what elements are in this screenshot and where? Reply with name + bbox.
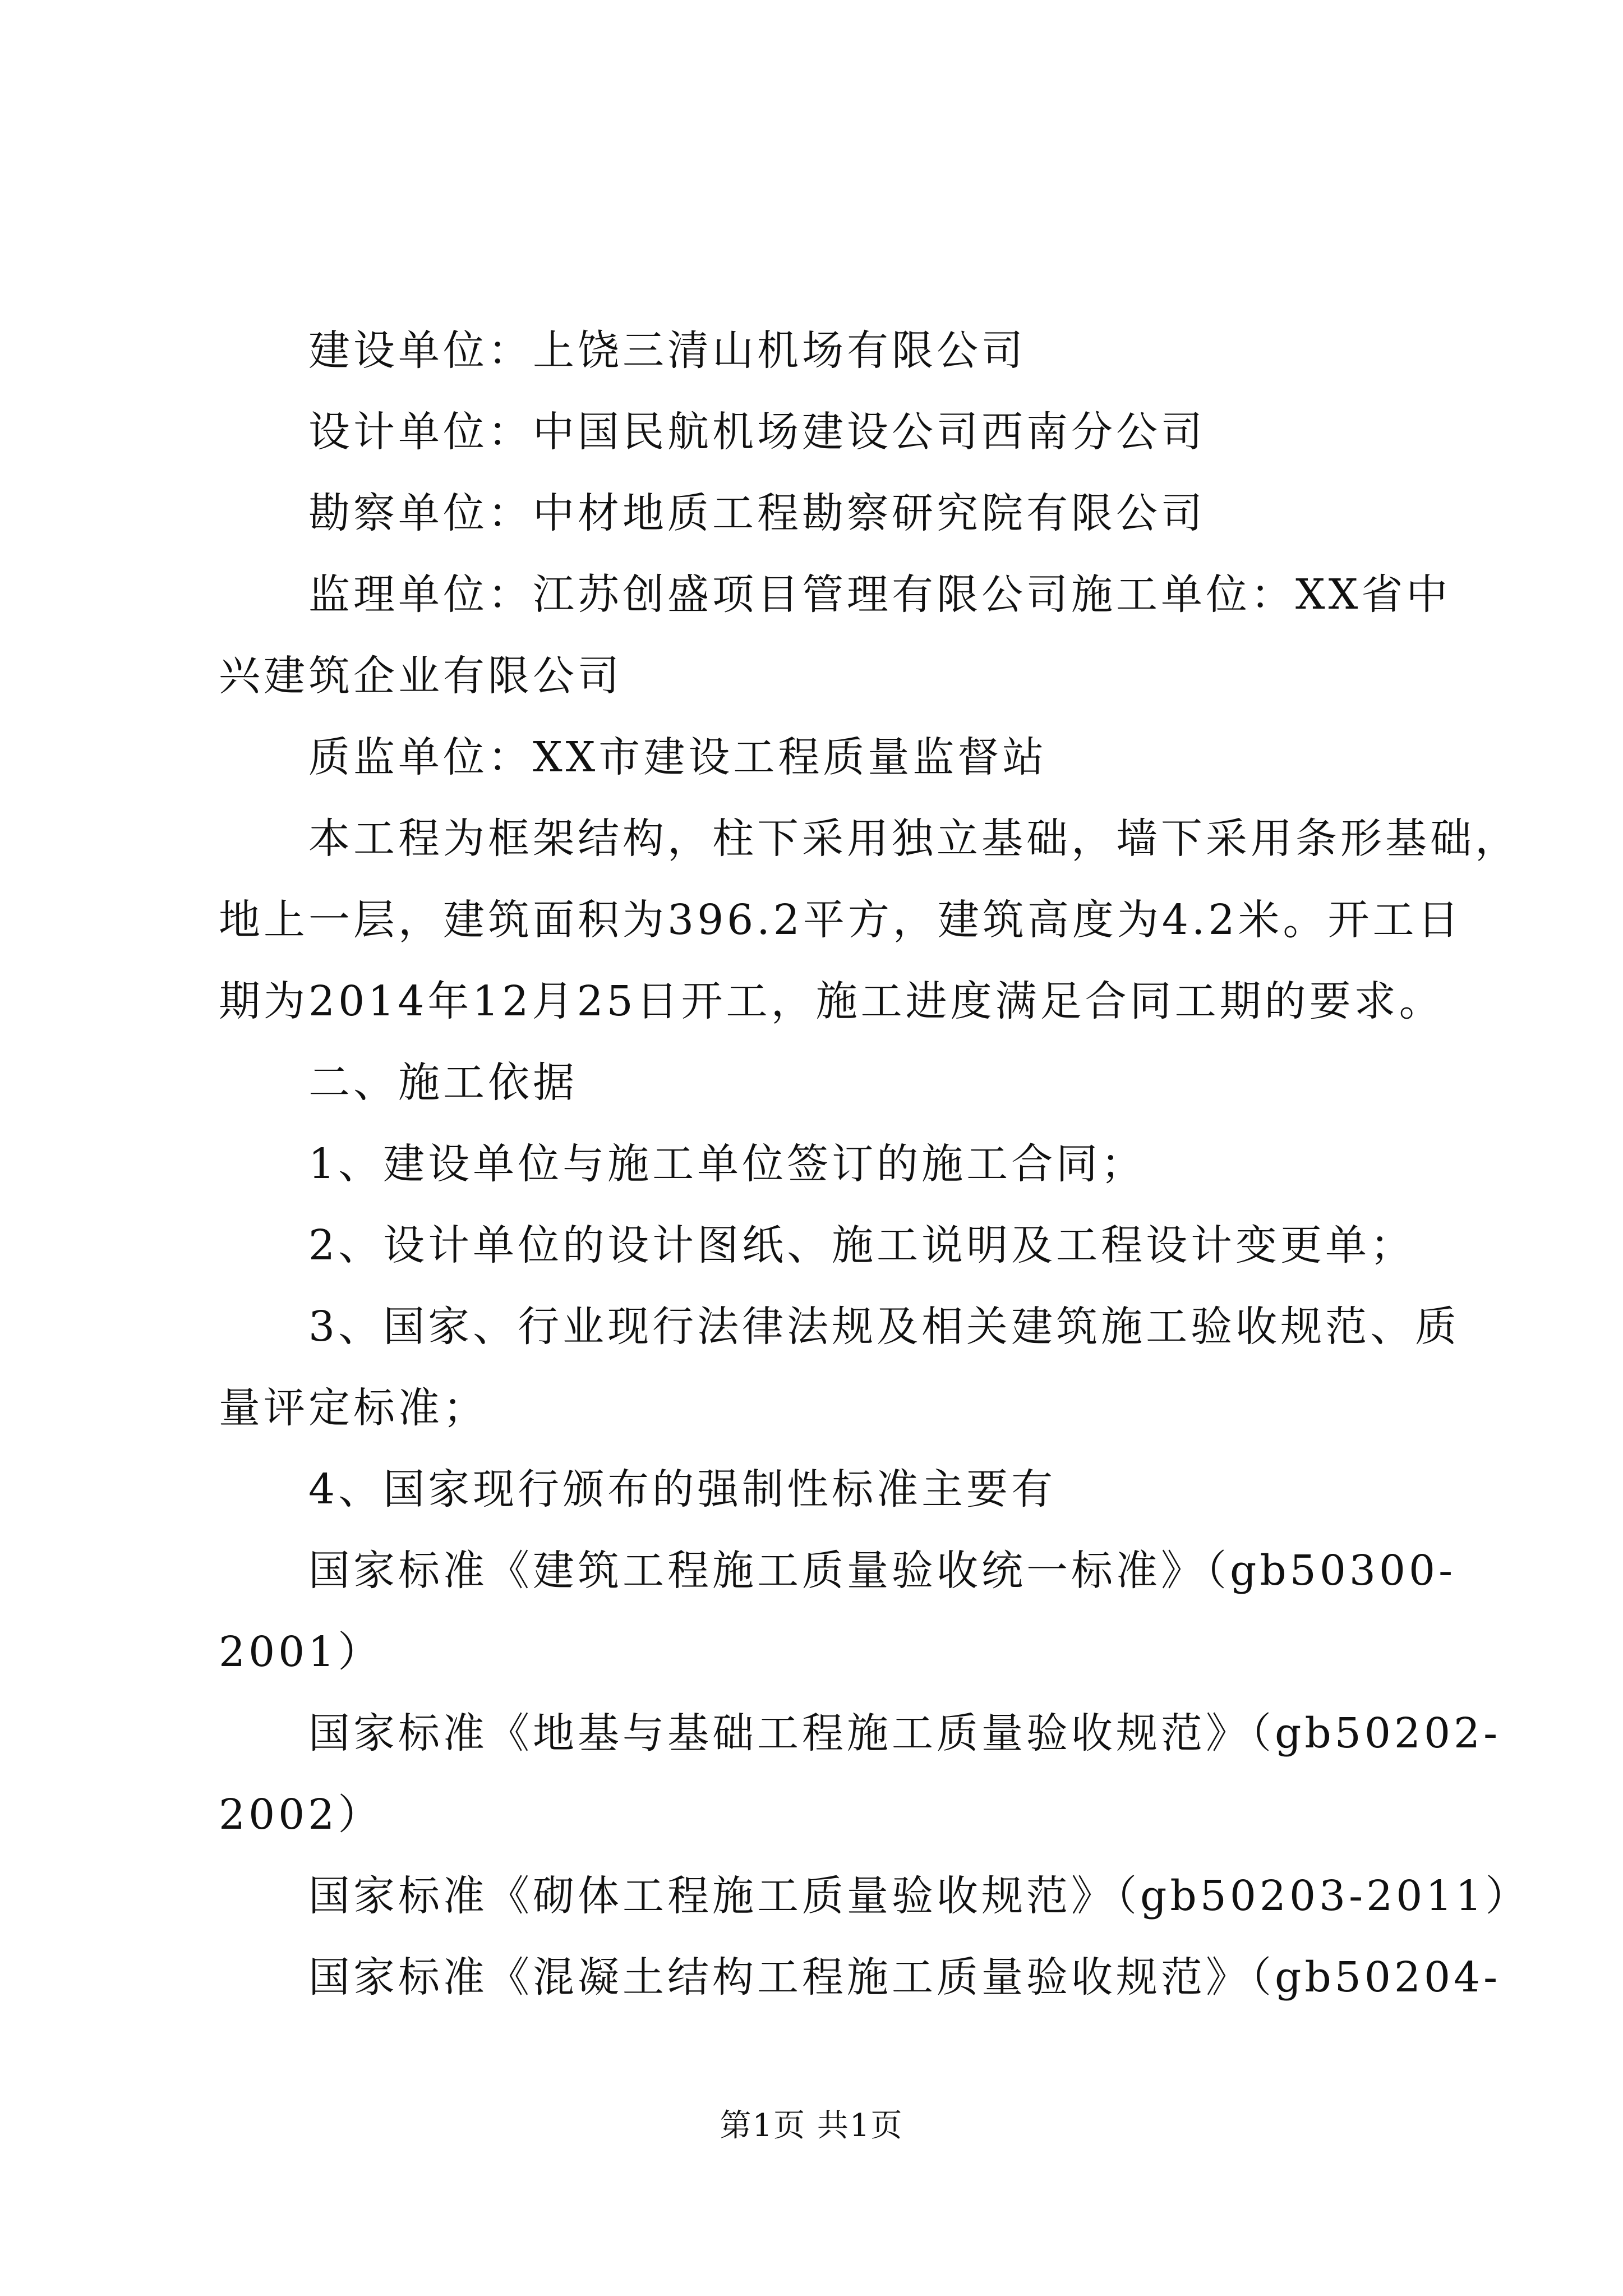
text-line: 2002） [219, 1791, 383, 1839]
text-line: 质监单位：XX市建设工程质量监督站 [308, 733, 1048, 781]
text-line: 期为2014年12月25日开工，施工进度满足合同工期的要求。 [219, 977, 1444, 1025]
page-footer: 第1页 共1页 [720, 2108, 903, 2144]
text-line: 建设单位：上饶三清山机场有限公司 [308, 326, 1026, 375]
standard-item: 国家标准《建筑工程施工质量验收统一标准》（gb50300- [308, 1547, 1456, 1595]
text-line: 地上一层，建筑面积为396.2平方，建筑高度为4.2米。开工日 [219, 896, 1463, 944]
text-line: 监理单位：江苏创盛项目管理有限公司施工单位：XX省中 [308, 570, 1451, 619]
text-line: 2001） [219, 1628, 383, 1676]
text-line: 设计单位：中国民航机场建设公司西南分公司 [308, 408, 1206, 456]
standard-item: 国家标准《砌体工程施工质量验收规范》（gb50203-2011） [308, 1872, 1530, 1920]
list-item: 2、设计单位的设计图纸、施工说明及工程设计变更单； [308, 1221, 1415, 1269]
list-item: 3、国家、行业现行法律法规及相关建筑施工验收规范、质 [308, 1303, 1460, 1351]
section-heading: 二、施工依据 [308, 1059, 578, 1107]
standard-item: 国家标准《地基与基础工程施工质量验收规范》（gb50202- [308, 1709, 1501, 1757]
list-item: 1、建设单位与施工单位签订的施工合同； [308, 1140, 1146, 1188]
text-line: 兴建筑企业有限公司 [219, 652, 623, 700]
standard-item: 国家标准《混凝土结构工程施工质量验收规范》（gb50204- [308, 1953, 1501, 2001]
text-line: 量评定标准； [219, 1384, 488, 1432]
text-line: 本工程为框架结构，柱下采用独立基础，墙下采用条形基础， [308, 815, 1520, 863]
text-line: 勘察单位：中材地质工程勘察研究院有限公司 [308, 489, 1206, 537]
list-item: 4、国家现行颁布的强制性标准主要有 [308, 1465, 1057, 1513]
